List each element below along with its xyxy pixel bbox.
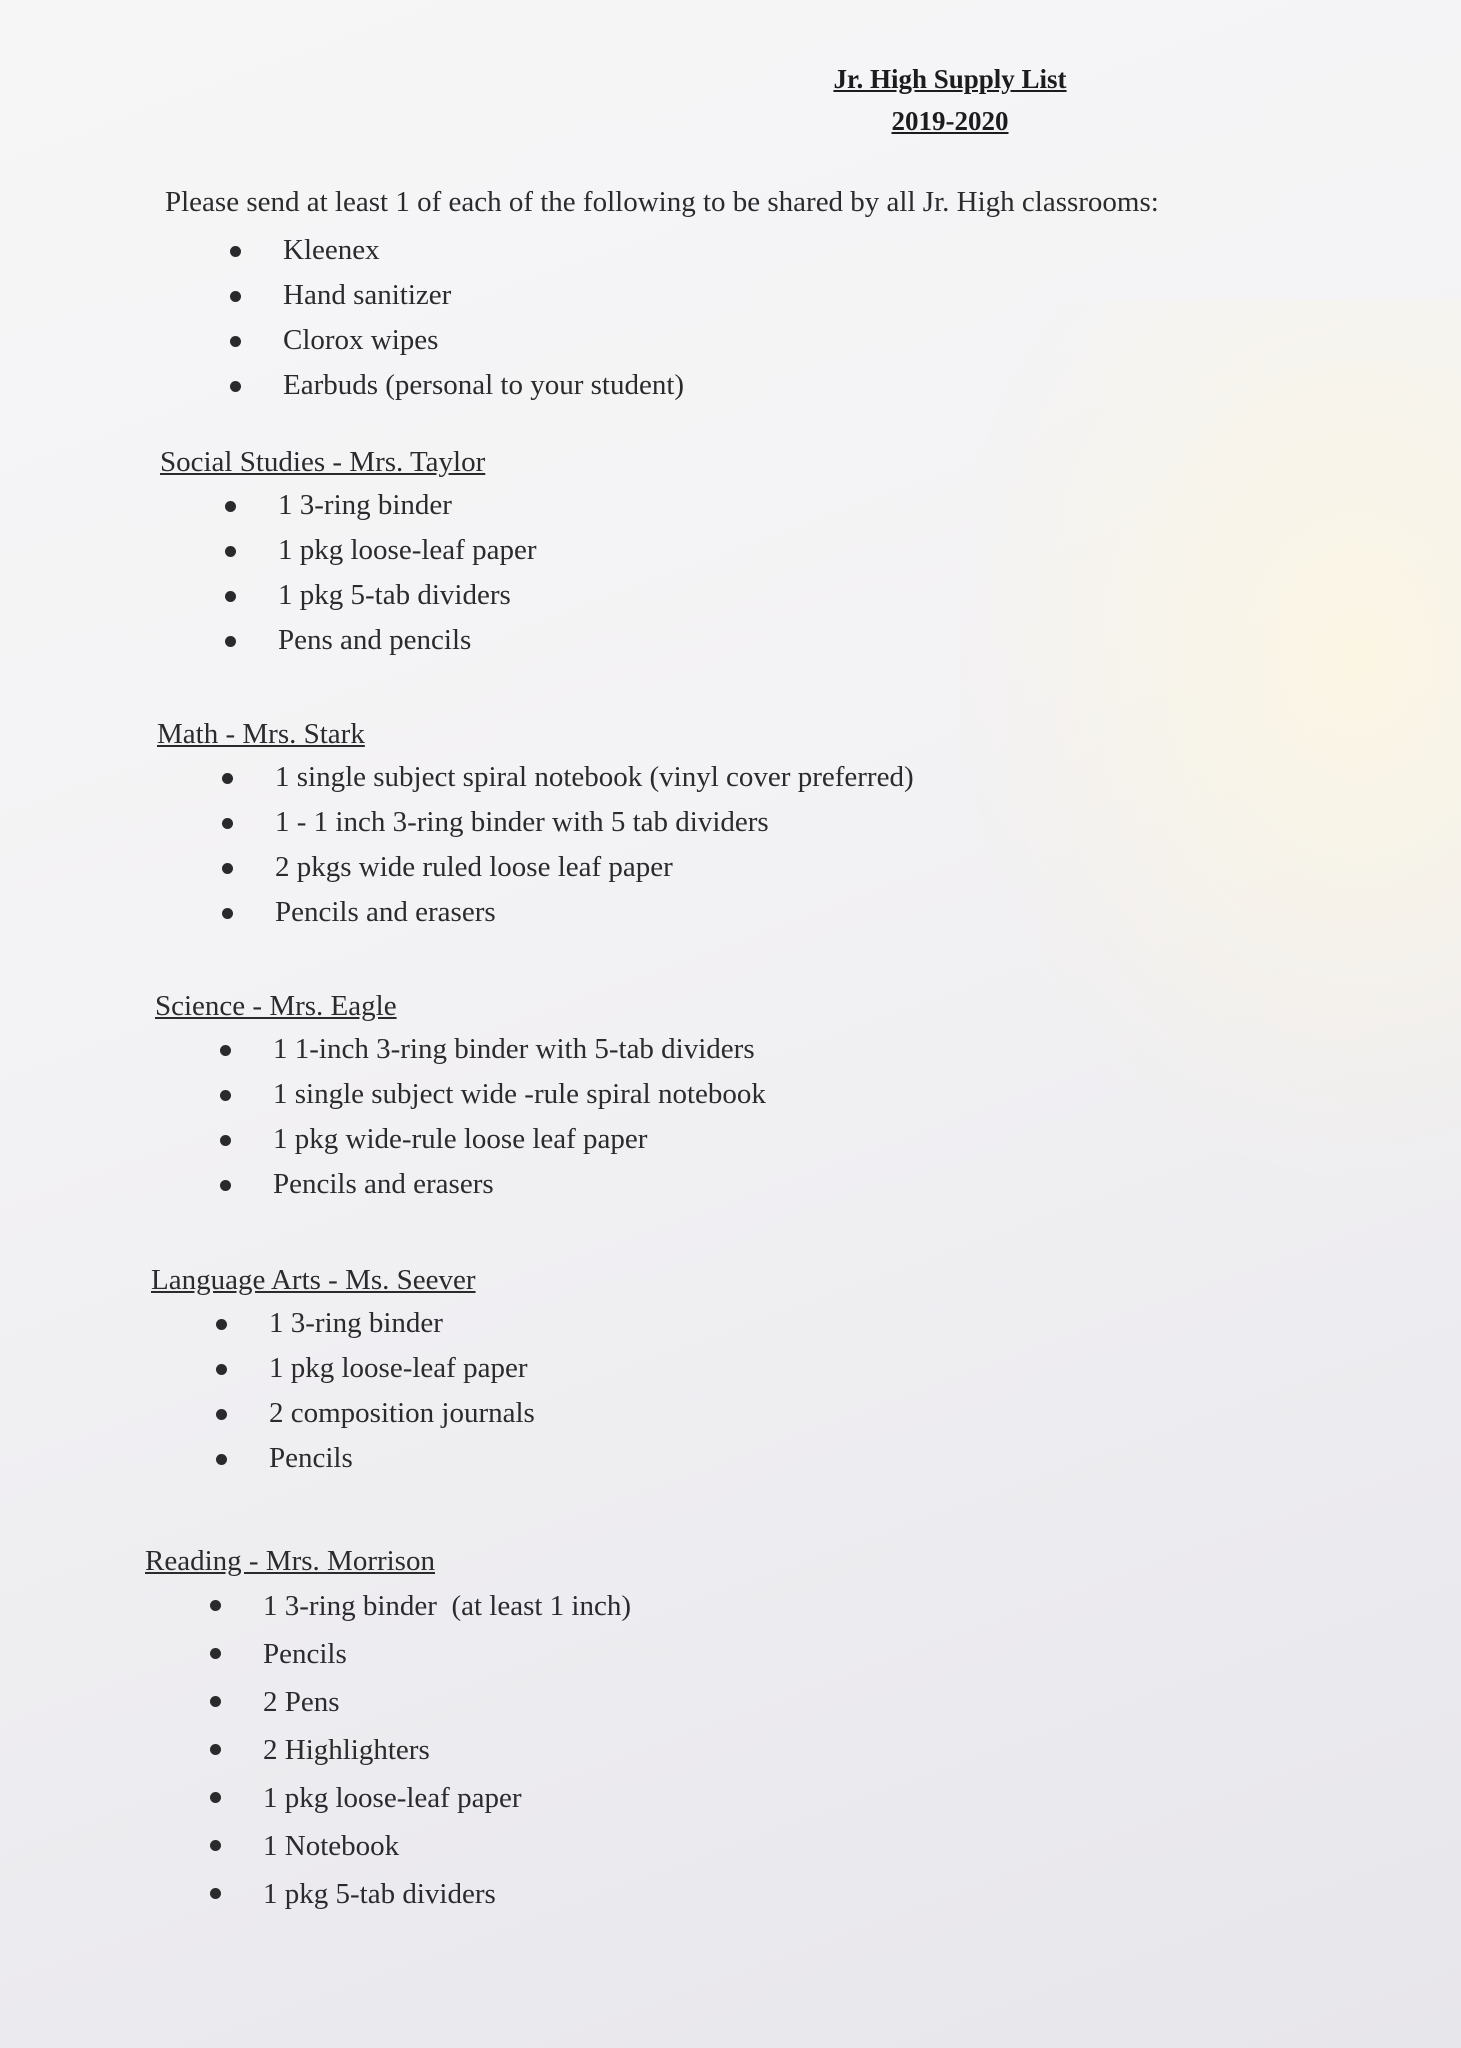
list-item: Kleenex — [165, 228, 684, 273]
list-item: 1 3-ring binder — [151, 1301, 535, 1346]
bullet-icon — [230, 246, 241, 257]
list-item: Earbuds (personal to your student) — [165, 363, 684, 408]
bullet-icon — [222, 818, 233, 829]
list-item: 1 single subject wide -rule spiral notebook — [155, 1072, 766, 1117]
math-section — [157, 718, 914, 935]
title-block — [700, 58, 1200, 142]
list-item: 1 pkg loose-leaf paper — [160, 528, 536, 573]
social-studies-section — [160, 446, 536, 663]
list-item: Pencils — [145, 1630, 631, 1678]
bullet-icon — [222, 863, 233, 874]
list-item: 1 3-ring binder — [160, 483, 536, 528]
list-item: 1 single subject spiral notebook (vinyl cover preferred) — [157, 755, 914, 800]
list-item: Hand sanitizer — [165, 273, 684, 318]
bullet-icon — [210, 1696, 221, 1707]
list-item: Pencils — [151, 1436, 535, 1481]
list-item: 2 composition journals — [151, 1391, 535, 1436]
list-item: 1 pkg loose-leaf paper — [151, 1346, 535, 1391]
list-item: Pencils and erasers — [155, 1162, 766, 1207]
shared-supplies-section — [165, 228, 684, 408]
bullet-icon — [210, 1600, 221, 1611]
paper-light-glare — [941, 300, 1461, 1200]
list-item: 1 3-ring binder (at least 1 inch) — [145, 1582, 631, 1630]
section-items-list — [157, 755, 914, 935]
bullet-icon — [222, 908, 233, 919]
bullet-icon — [210, 1840, 221, 1851]
list-item: 1 pkg 5-tab dividers — [145, 1870, 631, 1918]
bullet-icon — [220, 1045, 231, 1056]
list-item: 2 Pens — [145, 1678, 631, 1726]
bullet-icon — [210, 1744, 221, 1755]
section-items-list — [160, 483, 536, 663]
reading-section — [145, 1545, 631, 1918]
section-heading: Social Studies - Mrs. Taylor — [160, 446, 486, 478]
language-arts-section — [151, 1264, 535, 1481]
bullet-icon — [225, 501, 236, 512]
bullet-icon — [216, 1409, 227, 1420]
bullet-icon — [216, 1319, 227, 1330]
list-item: 1 - 1 inch 3-ring binder with 5 tab dividers — [157, 800, 914, 845]
bullet-icon — [216, 1454, 227, 1465]
page-title: Jr. High Supply List — [833, 64, 1067, 94]
bullet-icon — [216, 1364, 227, 1375]
list-item: 1 pkg wide-rule loose leaf paper — [155, 1117, 766, 1162]
section-heading: Math - Mrs. Stark — [157, 718, 365, 750]
bullet-icon — [220, 1180, 231, 1191]
bullet-icon — [230, 381, 241, 392]
section-items-list — [145, 1582, 631, 1918]
section-heading: Reading - Mrs. Morrison — [145, 1545, 435, 1577]
science-section — [155, 990, 766, 1207]
intro-text: Please send at least 1 of each of the following to be shared by all Jr. High classrooms: — [165, 186, 1159, 218]
list-item: 1 pkg 5-tab dividers — [160, 573, 536, 618]
list-item: 1 Notebook — [145, 1822, 631, 1870]
bullet-icon — [210, 1888, 221, 1899]
bullet-icon — [220, 1090, 231, 1101]
section-heading: Science - Mrs. Eagle — [155, 990, 397, 1022]
list-item: 2 pkgs wide ruled loose leaf paper — [157, 845, 914, 890]
bullet-icon — [222, 773, 233, 784]
bullet-icon — [225, 546, 236, 557]
list-item: 1 pkg loose-leaf paper — [145, 1774, 631, 1822]
bullet-icon — [210, 1792, 221, 1803]
section-items-list — [155, 1027, 766, 1207]
bullet-icon — [220, 1135, 231, 1146]
list-item: Pens and pencils — [160, 618, 536, 663]
list-item: Pencils and erasers — [157, 890, 914, 935]
section-heading: Language Arts - Ms. Seever — [151, 1264, 476, 1296]
bullet-icon — [225, 636, 236, 647]
bullet-icon — [225, 591, 236, 602]
shared-items-list — [165, 228, 684, 408]
list-item: 1 1-inch 3-ring binder with 5-tab dividers — [155, 1027, 766, 1072]
school-year: 2019-2020 — [891, 106, 1009, 136]
section-items-list — [151, 1301, 535, 1481]
list-item: Clorox wipes — [165, 318, 684, 363]
bullet-icon — [230, 291, 241, 302]
bullet-icon — [210, 1648, 221, 1659]
list-item: 2 Highlighters — [145, 1726, 631, 1774]
bullet-icon — [230, 336, 241, 347]
